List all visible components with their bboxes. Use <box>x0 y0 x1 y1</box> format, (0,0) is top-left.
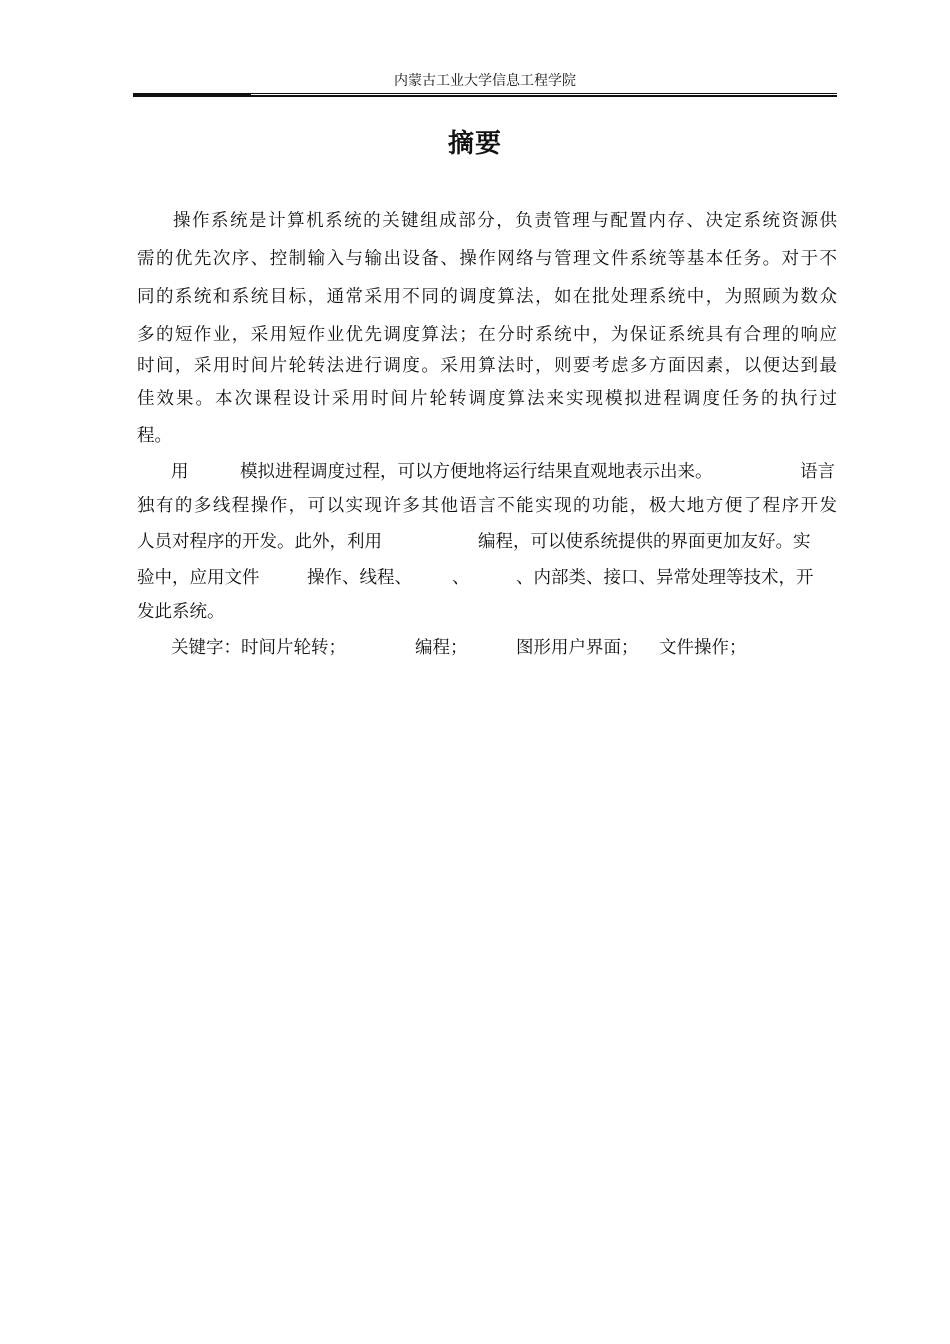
abstract-line-7: 程。 <box>137 426 172 446</box>
abstract-line-3: 同的系统和系统目标，通常采用不同的调度算法，如在批处理系统中，为照顾为数众 <box>137 287 837 307</box>
abstract-line-4: 多的短作业，采用短作业优先调度算法；在分时系统中，为保证系统具有合理的响应 <box>137 325 837 345</box>
keywords-label: 关键字： <box>171 638 241 658</box>
p2-line2: 独有的多线程操作，可以实现许多其他语言不能实现的功能，极大地方便了程序开发 <box>137 496 837 516</box>
p2-line3-a: 人员对程序的开发。此外，利用 <box>137 532 382 552</box>
p2-line1-c: 语言 <box>800 462 835 482</box>
p2-line1-b: 模拟进程调度过程，可以方便地将运行结果直观地表示出来。 <box>240 462 713 482</box>
page-title: 摘要 <box>447 129 502 159</box>
p2-line4-a: 验中，应用文件 <box>137 568 260 588</box>
keyword-3: 图形用户界面； <box>516 638 639 658</box>
page-header: 内蒙古工业大学信息工程学院 <box>394 73 576 89</box>
p2-line4-b: 操作、线程、 <box>307 568 412 588</box>
keyword-2: 编程； <box>415 638 468 658</box>
p2-line3-b: 编程，可以使系统提供的界面更加友好。实 <box>478 532 811 552</box>
p2-line4-c: 、 <box>452 568 470 588</box>
keyword-1: 时间片轮转； <box>241 638 346 658</box>
abstract-line-5: 时间，采用时间片轮转法进行调度。采用算法时，则要考虑多方面因素，以便达到最 <box>137 356 837 376</box>
abstract-line-6: 佳效果。本次课程设计采用时间片轮转调度算法来实现模拟进程调度任务的执行过 <box>137 389 837 409</box>
p2-line4-d: 、内部类、接口、异常处理等技术，开 <box>516 568 814 588</box>
abstract-line-2: 需的优先次序、控制输入与输出设备、操作网络与管理文件系统等基本任务。对于不 <box>137 249 837 269</box>
abstract-line-1: 操作系统是计算机系统的关键组成部分，负责管理与配置内存、决定系统资源供 <box>173 211 837 231</box>
p2-line5: 发此系统。 <box>137 602 225 622</box>
header-rule-accent <box>133 94 251 97</box>
keyword-4: 文件操作； <box>659 638 747 658</box>
p2-line1-a: 用 <box>171 462 189 482</box>
